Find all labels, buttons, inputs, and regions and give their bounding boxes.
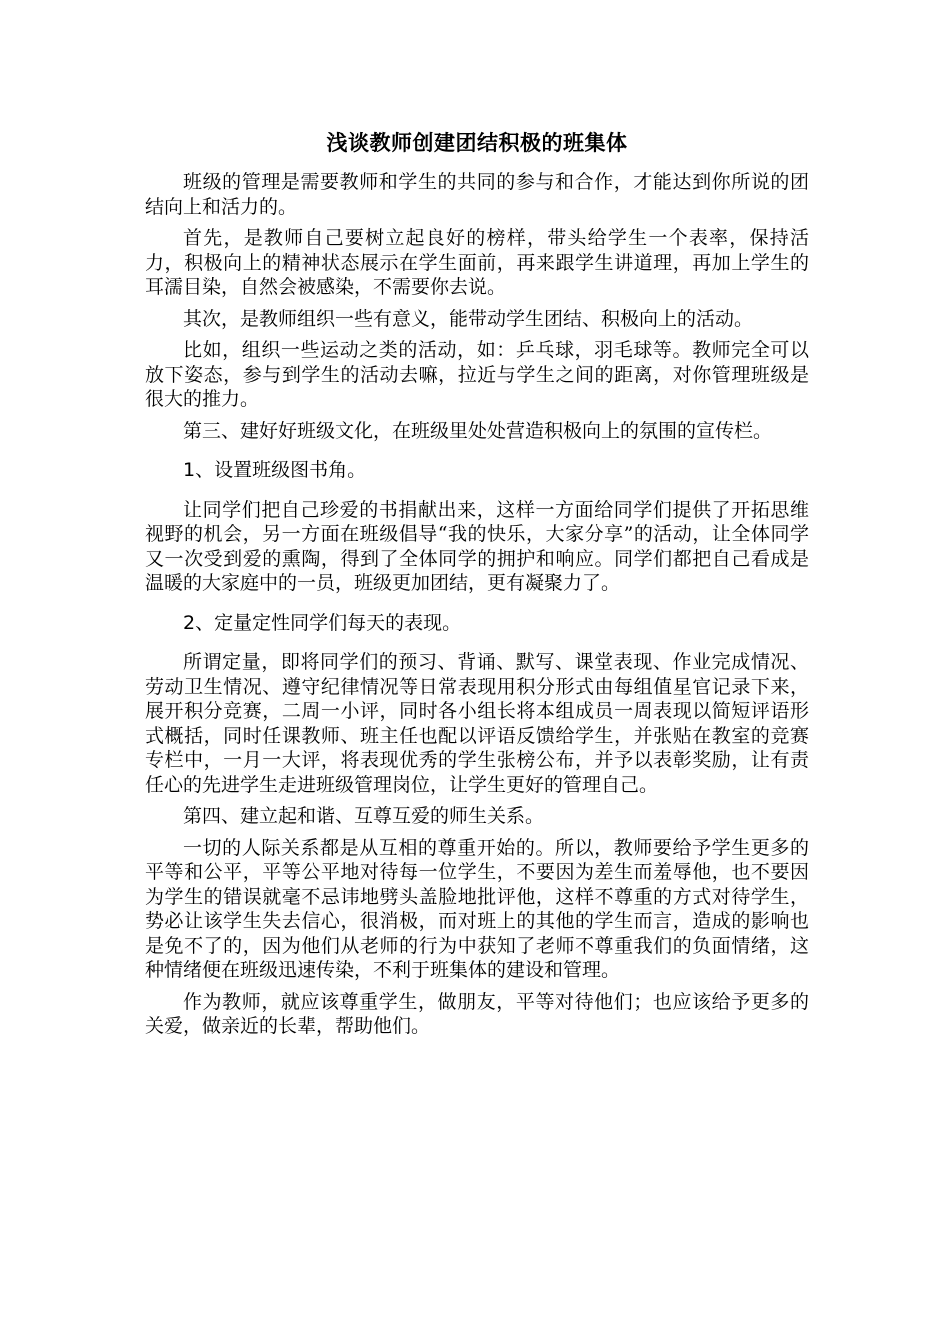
paragraph: 第三、建好好班级文化，在班级里处处营造积极向上的氛围的宣传栏。 <box>183 419 773 442</box>
document-title: 浅谈教师创建团结积极的班集体 <box>326 130 628 155</box>
section-heading-2 <box>145 611 809 636</box>
heading-number: 1 <box>183 459 196 481</box>
section-heading-1 <box>145 458 809 483</box>
paragraph: 班级的管理是需要教师和学生的共同的参与和合作，才能达到你所说的团结向上和活力的。 <box>145 171 809 218</box>
document-body <box>145 128 809 1046</box>
paragraph: 让同学们把自己珍爱的书捐献出来，这样一方面给同学们提供了开拓思维视野的机会，另一方面在班级倡导“我的快乐，大家分享”的活动，让全体同学又一次受到爱的熏陶，得到了全体同学的拥护和响应。同学们都把自己看成是温暖的大家庭中的一员，班级更加团结，更有凝聚力了。 <box>145 498 809 594</box>
paragraph: 一切的人际关系都是从互相的尊重开始的。所以，教师要给予学生更多的平等和公平，平等公平地对待每一位学生，不要因为差生而羞辱他，也不要因为学生的错误就毫不忌讳地劈头盖脸地批评他，这样不尊重的方式对待学生，势必让该学生失去信心，很消极，而对班上的其他的学生而言，造成的影响也是免不了的，因为他们从老师的行为中获知了老师不尊重我们的负面情绪，这种情绪便在班级迅速传染，不利于班集体的建设和管理。 <box>145 836 809 981</box>
paragraph: 其次，是教师组织一些有意义，能带动学生团结、积极向上的活动。 <box>183 307 754 330</box>
heading-text: 、定量定性同学们每天的表现。 <box>195 611 462 634</box>
paragraph: 首先，是教师自己要树立起良好的榜样，带头给学生一个表率，保持活力，积极向上的精神状态展示在学生面前，再来跟学生讲道理，再加上学生的耳濡目染，自然会被感染，不需要你去说。 <box>145 227 809 298</box>
heading-text: 、设置班级图书角。 <box>195 459 367 481</box>
paragraph: 所谓定量，即将同学们的预习、背诵、默写、课堂表现、作业完成情况、劳动卫生情况、遵守纪律情况等日常表现用积分形式由每组值星官记录下来，展开积分竞赛，二周一小评，同时各小组长将本组成员一周表现以简短评语形式概括，同时任课教师、班主任也配以评语反馈给学生，并张贴在教室的竞赛专栏中，一月一大评，将表现优秀的学生张榜公布，并予以表彰奖励，让有责任心的先进学生走进班级管理岗位，让学生更好的管理自己。 <box>145 651 809 796</box>
paragraph: 比如，组织一些运动之类的活动，如：乒乓球，羽毛球等。教师完全可以放下姿态，参与到学生的活动去嘛，拉近与学生之间的距离，对你管理班级是很大的推力。 <box>145 339 809 410</box>
paragraph: 第四、建立起和谐、互尊互爱的师生关系。 <box>183 805 545 827</box>
heading-number: 2 <box>183 611 196 634</box>
paragraph: 作为教师，就应该尊重学生，做朋友，平等对待他们；也应该给予更多的关爱，做亲近的长辈，帮助他们。 <box>145 990 809 1037</box>
